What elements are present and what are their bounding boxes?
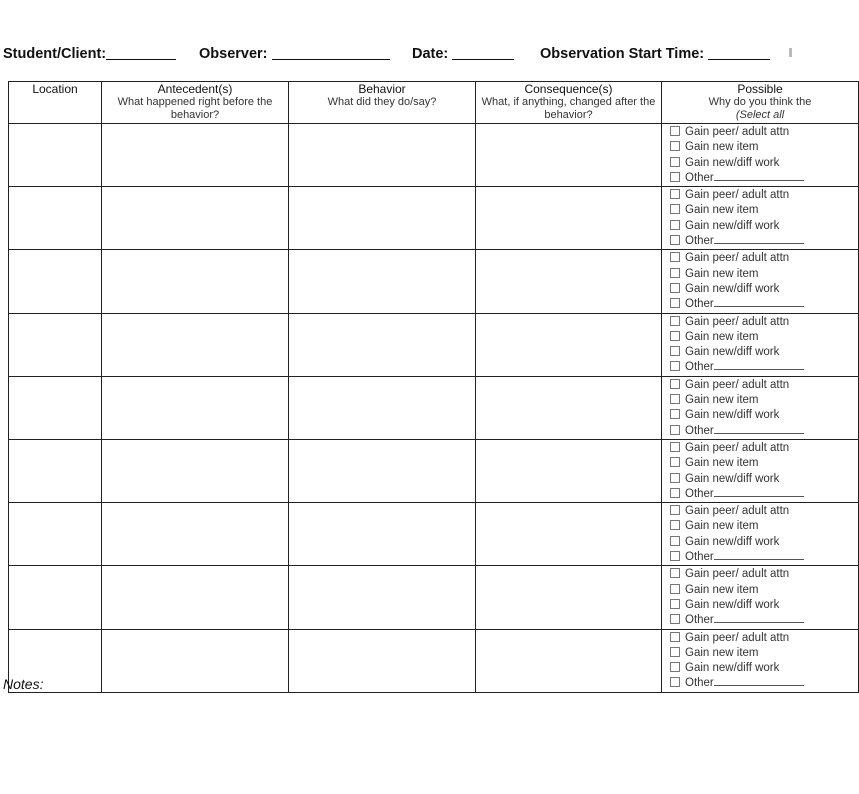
antecedent-cell[interactable] bbox=[102, 439, 289, 502]
antecedent-cell[interactable] bbox=[102, 566, 289, 629]
antecedent-cell[interactable] bbox=[102, 503, 289, 566]
behavior-cell[interactable] bbox=[289, 376, 476, 439]
function-option[interactable] bbox=[670, 140, 858, 155]
behavior-cell[interactable] bbox=[289, 250, 476, 313]
function-option[interactable] bbox=[670, 315, 858, 330]
observer-label: Observer: bbox=[199, 46, 268, 62]
function-option-label: Other bbox=[685, 424, 714, 437]
function-option-label: Gain new/diff work bbox=[685, 346, 780, 359]
function-option-label: Gain peer/ adult attn bbox=[685, 568, 790, 581]
function-option-label: Gain peer/ adult attn bbox=[685, 252, 790, 265]
date-label: Date: bbox=[412, 46, 449, 62]
function-option[interactable] bbox=[670, 661, 858, 676]
function-option[interactable] bbox=[670, 487, 858, 502]
start-time-field[interactable] bbox=[540, 44, 770, 62]
function-options-cell bbox=[662, 503, 859, 566]
function-option[interactable] bbox=[670, 456, 858, 471]
function-option[interactable] bbox=[670, 360, 858, 375]
function-option-label: Other bbox=[685, 361, 714, 374]
table-row bbox=[9, 313, 859, 376]
function-option[interactable] bbox=[670, 282, 858, 297]
function-option[interactable] bbox=[670, 550, 858, 565]
consequence-cell[interactable] bbox=[476, 566, 662, 629]
function-option-label: Gain new/diff work bbox=[685, 472, 780, 485]
checkbox-icon[interactable] bbox=[670, 361, 680, 371]
function-option-label: Gain peer/ adult attn bbox=[685, 189, 790, 202]
other-write-in-blank[interactable] bbox=[714, 360, 804, 370]
function-option[interactable] bbox=[670, 156, 858, 171]
function-options-cell bbox=[662, 313, 859, 376]
function-option[interactable] bbox=[670, 424, 858, 439]
checkbox-icon[interactable] bbox=[670, 141, 680, 151]
checkbox-icon[interactable] bbox=[670, 283, 680, 293]
checkbox-icon[interactable] bbox=[670, 568, 680, 578]
function-option-label: Gain peer/ adult attn bbox=[685, 441, 790, 454]
consequence-cell[interactable] bbox=[476, 250, 662, 313]
start-time-label: Observation Start Time: bbox=[540, 46, 705, 62]
checkbox-icon[interactable] bbox=[670, 647, 680, 657]
function-option-label: Gain new/diff work bbox=[685, 662, 780, 675]
function-option-label: Other bbox=[685, 171, 714, 184]
table-row bbox=[9, 439, 859, 502]
function-options-cell bbox=[662, 566, 859, 629]
start-time-blank[interactable] bbox=[708, 44, 770, 60]
table-header-row bbox=[9, 82, 859, 124]
function-options-cell bbox=[662, 376, 859, 439]
antecedent-cell[interactable] bbox=[102, 376, 289, 439]
antecedent-cell[interactable] bbox=[102, 187, 289, 250]
function-option[interactable] bbox=[670, 535, 858, 550]
col-header-possible-function: Possible Why do you think the (Select all bbox=[662, 82, 859, 124]
function-option-label: Other bbox=[685, 614, 714, 627]
location-cell[interactable] bbox=[9, 124, 102, 187]
checkbox-icon[interactable] bbox=[670, 172, 680, 182]
function-option-label: Gain new/diff work bbox=[685, 535, 780, 548]
function-option-label: Gain new item bbox=[685, 457, 759, 470]
function-option-label: Gain new item bbox=[685, 394, 759, 407]
other-write-in-blank[interactable] bbox=[714, 424, 804, 434]
function-options-cell bbox=[662, 439, 859, 502]
checkbox-icon[interactable] bbox=[670, 298, 680, 308]
consequence-cell[interactable] bbox=[476, 313, 662, 376]
checkbox-icon[interactable] bbox=[670, 220, 680, 230]
function-option[interactable] bbox=[670, 251, 858, 266]
function-option-label: Gain new item bbox=[685, 520, 759, 533]
col-header-behavior: Behavior What did they do/say? bbox=[289, 82, 476, 124]
function-option-label: Other bbox=[685, 235, 714, 248]
function-option-label: Other bbox=[685, 677, 714, 690]
checkbox-icon[interactable] bbox=[670, 409, 680, 419]
other-write-in-blank[interactable] bbox=[714, 234, 804, 244]
function-option[interactable] bbox=[670, 219, 858, 234]
table-row bbox=[9, 376, 859, 439]
checkbox-icon[interactable] bbox=[670, 394, 680, 404]
behavior-cell[interactable] bbox=[289, 187, 476, 250]
behavior-cell[interactable] bbox=[289, 503, 476, 566]
student-client-blank[interactable] bbox=[106, 44, 176, 60]
function-option-label: Gain new item bbox=[685, 267, 759, 280]
function-option-label: Gain peer/ adult attn bbox=[685, 631, 790, 644]
checkbox-icon[interactable] bbox=[670, 520, 680, 530]
checkbox-icon[interactable] bbox=[670, 551, 680, 561]
col-header-location: Location bbox=[9, 82, 102, 124]
header-fields bbox=[3, 44, 794, 66]
function-option[interactable] bbox=[670, 408, 858, 423]
checkbox-icon[interactable] bbox=[670, 457, 680, 467]
date-field[interactable] bbox=[412, 44, 514, 62]
function-option[interactable] bbox=[670, 203, 858, 218]
other-write-in-blank[interactable] bbox=[714, 297, 804, 307]
function-option-label: Gain new/diff work bbox=[685, 282, 780, 295]
antecedent-cell[interactable] bbox=[102, 313, 289, 376]
function-options-cell bbox=[662, 250, 859, 313]
table-row bbox=[9, 566, 859, 629]
checkbox-icon[interactable] bbox=[670, 379, 680, 389]
table-body bbox=[9, 124, 859, 693]
function-option[interactable] bbox=[670, 171, 858, 186]
function-options-cell bbox=[662, 124, 859, 187]
function-option[interactable] bbox=[670, 297, 858, 312]
checkbox-icon[interactable] bbox=[670, 614, 680, 624]
function-option-label: Gain peer/ adult attn bbox=[685, 505, 790, 518]
col-header-antecedents: Antecedent(s) What happened right before the behavior? bbox=[102, 82, 289, 124]
location-cell[interactable] bbox=[9, 503, 102, 566]
function-option[interactable] bbox=[670, 646, 858, 661]
function-option[interactable] bbox=[670, 504, 858, 519]
function-option-label: Gain new/diff work bbox=[685, 156, 780, 169]
checkbox-icon[interactable] bbox=[670, 662, 680, 672]
location-cell[interactable] bbox=[9, 250, 102, 313]
table-row bbox=[9, 124, 859, 187]
behavior-cell[interactable] bbox=[289, 629, 476, 692]
checkbox-icon[interactable] bbox=[670, 268, 680, 278]
function-option[interactable] bbox=[670, 567, 858, 582]
function-option[interactable] bbox=[670, 472, 858, 487]
function-option-label: Gain new item bbox=[685, 204, 759, 217]
checkbox-icon[interactable] bbox=[670, 204, 680, 214]
function-option[interactable] bbox=[670, 267, 858, 282]
consequence-cell[interactable] bbox=[476, 629, 662, 692]
other-write-in-blank[interactable] bbox=[714, 550, 804, 560]
checkbox-icon[interactable] bbox=[670, 599, 680, 609]
checkbox-icon[interactable] bbox=[670, 346, 680, 356]
table-row bbox=[9, 503, 859, 566]
other-write-in-blank[interactable] bbox=[714, 487, 804, 497]
function-options-cell bbox=[662, 187, 859, 250]
checkbox-icon[interactable] bbox=[670, 536, 680, 546]
date-blank[interactable] bbox=[452, 44, 514, 60]
function-option-label: Gain new/diff work bbox=[685, 598, 780, 611]
antecedent-cell[interactable] bbox=[102, 250, 289, 313]
function-option[interactable] bbox=[670, 345, 858, 360]
observer-blank[interactable] bbox=[272, 44, 390, 60]
checkbox-icon[interactable] bbox=[670, 331, 680, 341]
checkbox-icon[interactable] bbox=[670, 473, 680, 483]
function-option-label: Other bbox=[685, 487, 714, 500]
function-option[interactable] bbox=[670, 441, 858, 456]
function-option[interactable] bbox=[670, 378, 858, 393]
table-row bbox=[9, 187, 859, 250]
checkbox-icon[interactable] bbox=[670, 677, 680, 687]
table-row bbox=[9, 629, 859, 692]
function-option[interactable] bbox=[670, 330, 858, 345]
consequence-cell[interactable] bbox=[476, 187, 662, 250]
abc-data-table bbox=[8, 81, 859, 693]
function-option[interactable] bbox=[670, 631, 858, 646]
header-edge-mark bbox=[789, 48, 792, 57]
function-options-cell bbox=[662, 629, 859, 692]
student-client-label: Student/Client: bbox=[3, 46, 107, 62]
checkbox-icon[interactable] bbox=[670, 252, 680, 262]
notes-label: Notes: bbox=[3, 676, 44, 692]
function-option-label: Gain new/diff work bbox=[685, 219, 780, 232]
table-row bbox=[9, 250, 859, 313]
checkbox-icon[interactable] bbox=[670, 126, 680, 136]
checkbox-icon[interactable] bbox=[670, 157, 680, 167]
function-option-label: Gain peer/ adult attn bbox=[685, 315, 790, 328]
function-option[interactable] bbox=[670, 188, 858, 203]
location-cell[interactable] bbox=[9, 187, 102, 250]
function-option-label: Gain new item bbox=[685, 583, 759, 596]
location-cell[interactable] bbox=[9, 439, 102, 502]
checkbox-icon[interactable] bbox=[670, 632, 680, 642]
consequence-cell[interactable] bbox=[476, 124, 662, 187]
antecedent-cell[interactable] bbox=[102, 629, 289, 692]
function-option[interactable] bbox=[670, 393, 858, 408]
location-cell[interactable] bbox=[9, 566, 102, 629]
function-option[interactable] bbox=[670, 583, 858, 598]
consequence-cell[interactable] bbox=[476, 439, 662, 502]
function-option-label: Gain peer/ adult attn bbox=[685, 378, 790, 391]
checkbox-icon[interactable] bbox=[670, 189, 680, 199]
col-header-consequences: Consequence(s) What, if anything, changed after the behavior? bbox=[476, 82, 662, 124]
function-option-label: Gain peer/ adult attn bbox=[685, 126, 790, 138]
function-option-label: Other bbox=[685, 298, 714, 311]
student-client-field[interactable] bbox=[3, 44, 176, 62]
location-cell[interactable] bbox=[9, 376, 102, 439]
checkbox-icon[interactable] bbox=[670, 584, 680, 594]
checkbox-icon[interactable] bbox=[670, 488, 680, 498]
checkbox-icon[interactable] bbox=[670, 316, 680, 326]
function-option[interactable] bbox=[670, 234, 858, 249]
behavior-cell[interactable] bbox=[289, 566, 476, 629]
function-option-label: Other bbox=[685, 551, 714, 564]
behavior-cell[interactable] bbox=[289, 124, 476, 187]
other-write-in-blank[interactable] bbox=[714, 171, 804, 181]
other-write-in-blank[interactable] bbox=[714, 676, 804, 686]
observer-field[interactable] bbox=[199, 44, 390, 62]
checkbox-icon[interactable] bbox=[670, 235, 680, 245]
consequence-cell[interactable] bbox=[476, 376, 662, 439]
function-option[interactable] bbox=[670, 613, 858, 628]
function-option-label: Gain new/diff work bbox=[685, 409, 780, 422]
location-cell[interactable] bbox=[9, 313, 102, 376]
behavior-cell[interactable] bbox=[289, 313, 476, 376]
function-option-label: Gain new item bbox=[685, 330, 759, 343]
function-option[interactable] bbox=[670, 598, 858, 613]
other-write-in-blank[interactable] bbox=[714, 613, 804, 623]
checkbox-icon[interactable] bbox=[670, 425, 680, 435]
function-option[interactable] bbox=[670, 519, 858, 534]
function-option-label: Gain new item bbox=[685, 646, 759, 659]
checkbox-icon[interactable] bbox=[670, 442, 680, 452]
function-option-label: Gain new item bbox=[685, 141, 759, 154]
function-option[interactable] bbox=[670, 676, 858, 691]
function-option[interactable] bbox=[670, 125, 858, 140]
behavior-cell[interactable] bbox=[289, 439, 476, 502]
consequence-cell[interactable] bbox=[476, 503, 662, 566]
checkbox-icon[interactable] bbox=[670, 505, 680, 515]
antecedent-cell[interactable] bbox=[102, 124, 289, 187]
